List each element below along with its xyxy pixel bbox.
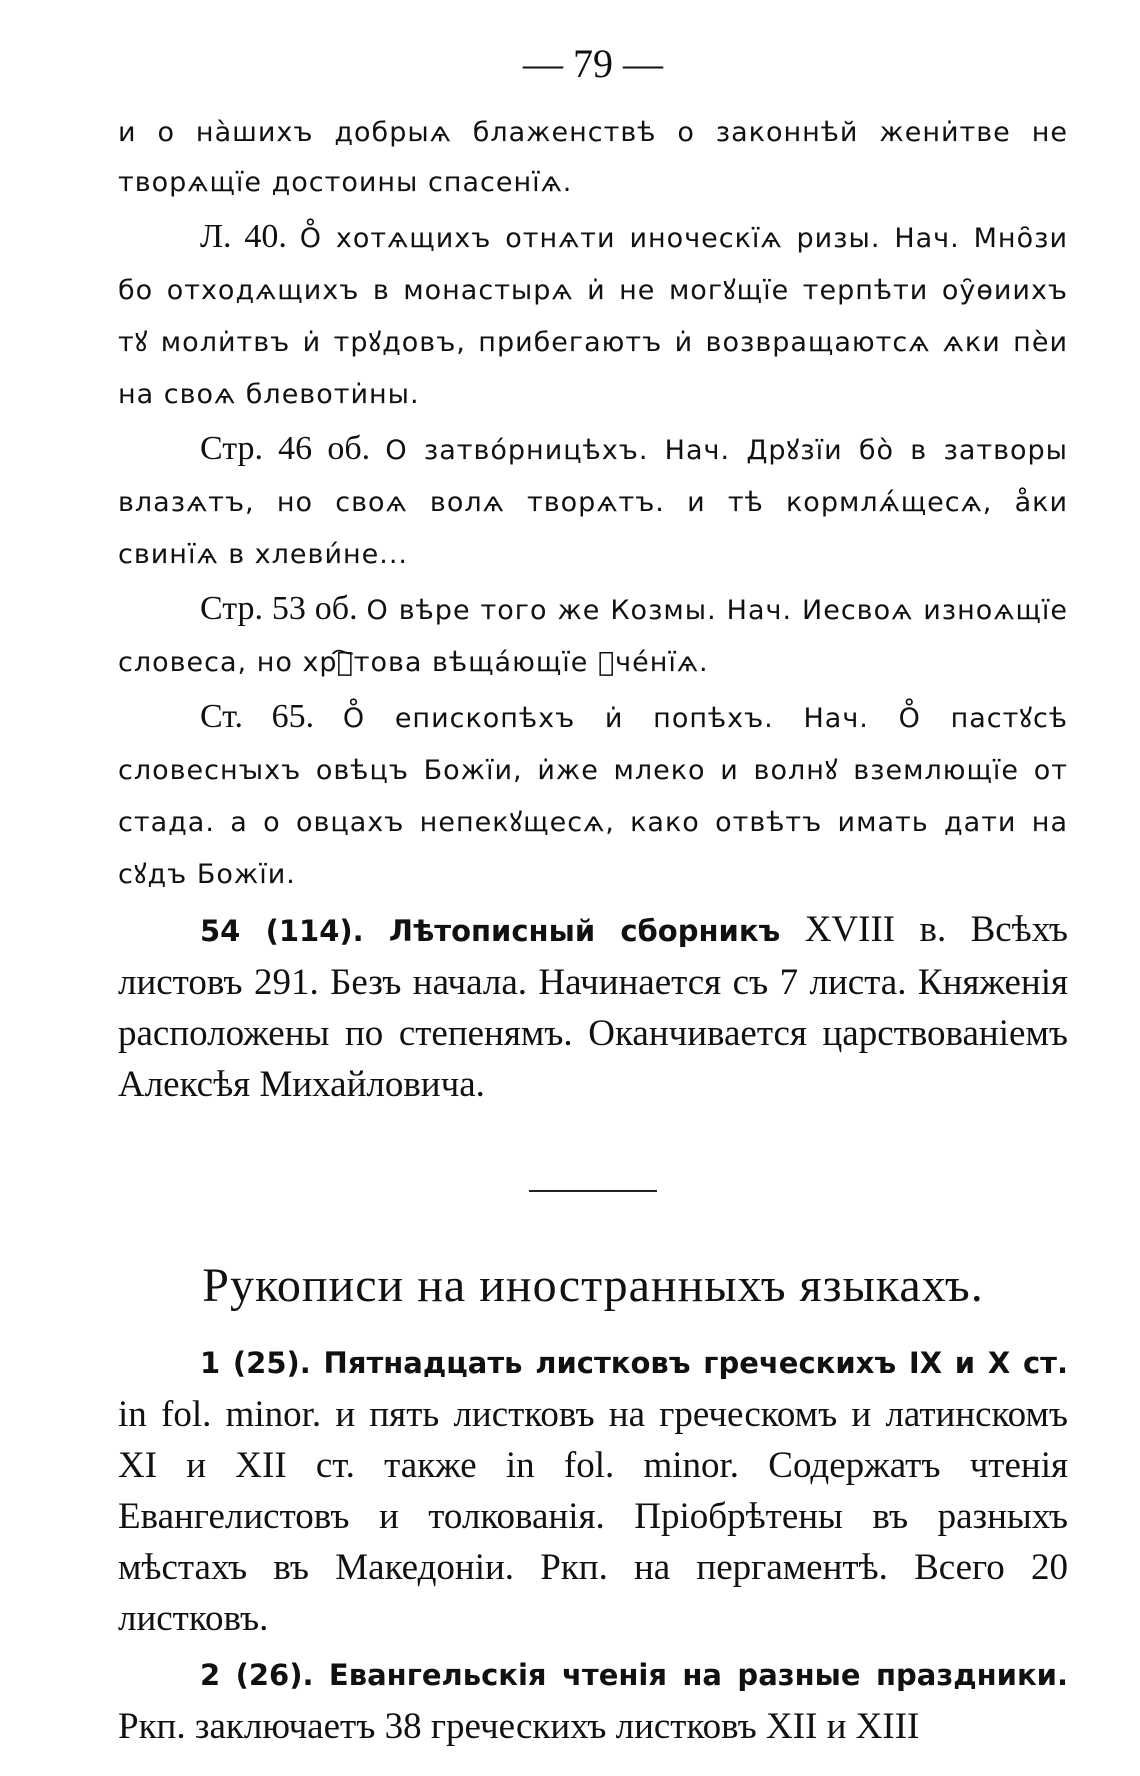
entry-text: XVIII в. Всѣхъ листовъ 291. Безъ начала. Начинается съ 7 листа. Княженія расположены по степенямъ. Оканчивается царствованіемъ Алексѣя Михайловича.	[118, 909, 1068, 1105]
quoted-text: О̊ епископѣхъ и̇ попѣхъ. Нач. О̊ пастꙋсѣ словеснꙑхъ овѣцъ Божїи, и̇же млеко и волнꙋ вземлющїе от стада. а о овцахъ непекꙋщесѧ, како отвѣтъ имать дати на сꙋдъ Божїи.	[118, 703, 1069, 890]
paragraph-page-53	[118, 584, 1068, 688]
quoted-text: О̊ хотѧщихъ отнѧти иноческїѧ ризы. Нач. Мно̑зи бо отходѧщихъ в монастырѧ и̇ не могꙋщїе терпѣти оу̑ѳиихъ тꙋ моли̇твъ и̇ трꙋдовъ, прибегаютъ и̇ возвращаютсѧ ѧки пѐи на своѧ блевоти̇ны.	[118, 223, 1069, 410]
entry-2	[118, 1648, 1068, 1752]
paragraph-folio-40	[118, 212, 1068, 420]
section-divider	[529, 1190, 657, 1192]
entry-text: in fol. minor. и пять листковъ на греческомъ и латинскомъ XI и XII ст. также in fol. minor. Содержатъ чтенія Евангелистовъ и толкованія. Пріобрѣтены въ разныхъ мѣстахъ въ Македоніи. Ркп. на пергаментѣ. Всего 20 листковъ.	[118, 1394, 1068, 1639]
entry-54	[118, 904, 1068, 1110]
paragraph-continuation: и о на̀шихъ добрыѧ блаженствѣ о законнѣй жени̇тве не творѧщїе достоины спасенїѧ.	[118, 117, 1068, 198]
folio-ref: Ст. 65.	[200, 698, 315, 735]
page-number: — 79 —	[523, 41, 663, 86]
paragraph-page-65	[118, 692, 1068, 900]
entry-1	[118, 1336, 1068, 1644]
page	[118, 38, 1068, 1752]
folio-ref: Стр. 46 об.	[200, 430, 371, 467]
quoted-text: О вѣре того же Козмы. Нач. Иесвоѧ изноѧщїе словеса, но хрⷭ҇това вѣща́ющїе ꙋче́нїѧ.	[118, 595, 1069, 678]
entry-heading: 54 (114). Лѣтописный сборникъ	[200, 914, 781, 948]
entry-heading: 1 (25). Пятнадцать листковъ греческихъ IX и X ст.	[200, 1346, 1068, 1380]
entry-text: Ркп. заключаетъ 38 греческихъ листковъ XII и XIII	[118, 1706, 920, 1747]
paragraph-page-46	[118, 424, 1068, 580]
quoted-text: О затво́рницѣхъ. Нач. Дрꙋзїи бо̀ в затворы влазѧтъ, но своѧ волѧ творѧтъ. и тѣ кормлѧ́щесѧ, а̊ки свинїѧ в хлеви́не...	[118, 435, 1068, 570]
section-title: Рукописи на иностранныхъ языкахъ.	[202, 1259, 984, 1312]
entry-heading: 2 (26). Евангельскія чтенія на разные праздники.	[200, 1658, 1068, 1692]
folio-ref: Стр. 53 об.	[200, 590, 358, 627]
folio-ref: Л. 40.	[200, 218, 287, 255]
